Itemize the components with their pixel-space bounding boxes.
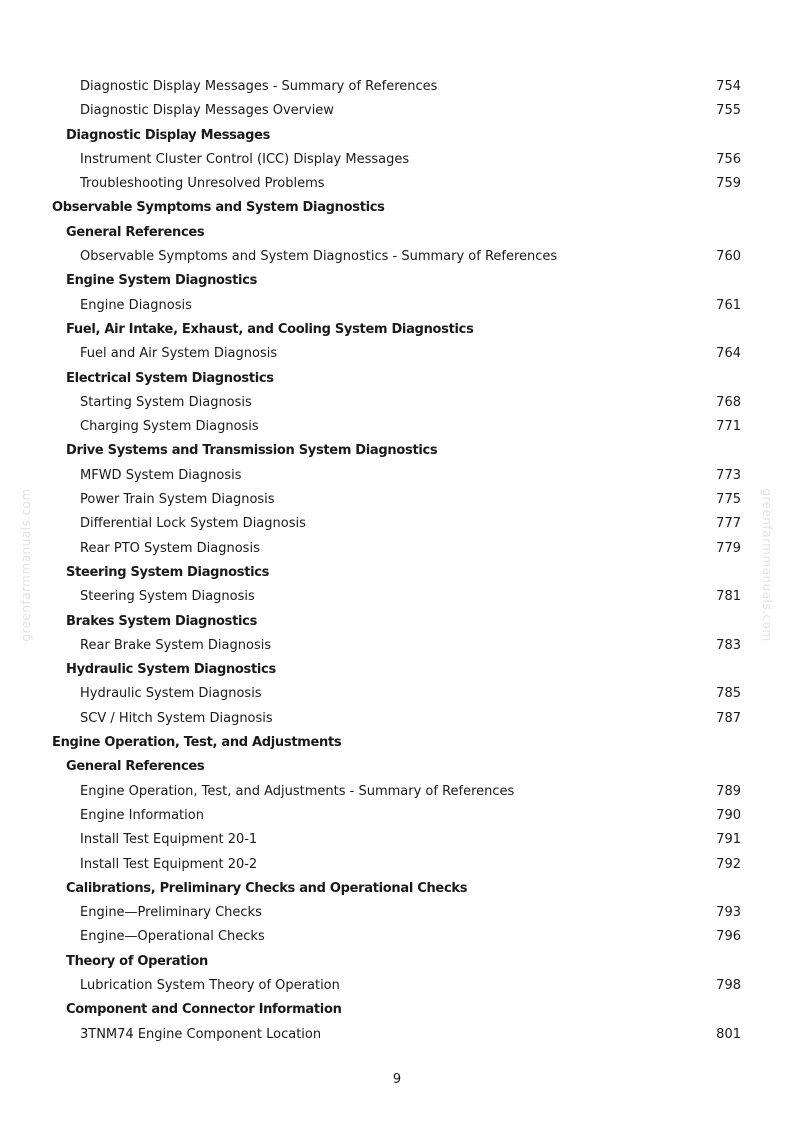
toc-subsection bbox=[0, 998, 794, 1022]
toc-title: Observable Symptoms and System Diagnostics - Summary of References bbox=[80, 249, 558, 265]
toc-entry[interactable] bbox=[0, 99, 794, 123]
toc-entry[interactable] bbox=[0, 148, 794, 172]
toc-entry[interactable] bbox=[0, 901, 794, 925]
toc-entry[interactable] bbox=[0, 294, 794, 318]
toc-subsection bbox=[0, 561, 794, 585]
toc-title: Troubleshooting Unresolved Problems bbox=[80, 176, 325, 192]
toc-section bbox=[0, 196, 794, 220]
toc-title: Diagnostic Display Messages bbox=[66, 127, 271, 143]
toc-entry[interactable] bbox=[0, 464, 794, 488]
toc-page-number: 779 bbox=[716, 540, 741, 556]
toc-subsection bbox=[0, 439, 794, 463]
toc-page-number: 793 bbox=[716, 905, 741, 921]
toc-title: Diagnostic Display Messages - Summary of References bbox=[80, 79, 438, 94]
toc-entry[interactable] bbox=[0, 245, 794, 269]
toc-title: Engine Operation, Test, and Adjustments bbox=[52, 735, 342, 751]
toc-title: Theory of Operation bbox=[66, 953, 208, 969]
toc-title: Brakes System Diagnostics bbox=[66, 613, 258, 629]
toc-title: Starting System Diagnosis bbox=[80, 394, 252, 410]
toc-entry[interactable] bbox=[0, 634, 794, 658]
toc-title: Differential Lock System Diagnosis bbox=[80, 516, 306, 532]
toc-title: Instrument Cluster Control (ICC) Display Messages bbox=[80, 151, 410, 167]
toc-title: Fuel, Air Intake, Exhaust, and Cooling System Diagnostics bbox=[66, 321, 474, 337]
toc-page-number: 796 bbox=[716, 929, 741, 945]
toc-title: Component and Connector Information bbox=[66, 1002, 342, 1018]
toc-page-number: 761 bbox=[716, 297, 741, 313]
toc-title: Engine System Diagnostics bbox=[66, 273, 258, 289]
toc-subsection bbox=[0, 367, 794, 391]
table-of-contents bbox=[0, 75, 794, 1047]
toc-entry[interactable] bbox=[0, 707, 794, 731]
toc-title: Calibrations, Preliminary Checks and Operational Checks bbox=[66, 880, 468, 896]
toc-title: Lubrication System Theory of Operation bbox=[80, 977, 340, 993]
toc-page-number: 775 bbox=[716, 492, 741, 508]
toc-page-number: 790 bbox=[716, 807, 741, 823]
page-number: 9 bbox=[392, 1072, 402, 1087]
toc-entry[interactable] bbox=[0, 172, 794, 196]
toc-entry[interactable] bbox=[0, 512, 794, 536]
toc-page-number: 783 bbox=[716, 637, 741, 653]
toc-title: Rear Brake System Diagnosis bbox=[80, 637, 272, 653]
toc-page-number: 759 bbox=[716, 176, 741, 192]
toc-page-number: 754 bbox=[716, 79, 741, 94]
toc-page-number: 755 bbox=[716, 103, 741, 119]
toc-title: Hydraulic System Diagnosis bbox=[80, 686, 262, 702]
toc-title: Engine—Preliminary Checks bbox=[80, 905, 262, 921]
toc-page-number: 798 bbox=[716, 977, 741, 993]
toc-title: Observable Symptoms and System Diagnostics bbox=[52, 200, 385, 216]
toc-page-number: 777 bbox=[716, 516, 741, 532]
toc-page-number: 785 bbox=[716, 686, 741, 702]
toc-subsection bbox=[0, 755, 794, 779]
toc-subsection bbox=[0, 877, 794, 901]
toc-entry[interactable] bbox=[0, 415, 794, 439]
toc-title: Hydraulic System Diagnostics bbox=[66, 662, 276, 678]
toc-title: Rear PTO System Diagnosis bbox=[80, 540, 260, 556]
toc-title: SCV / Hitch System Diagnosis bbox=[80, 710, 273, 726]
toc-title: Electrical System Diagnostics bbox=[66, 370, 274, 386]
toc-title: Fuel and Air System Diagnosis bbox=[80, 346, 278, 362]
toc-entry[interactable] bbox=[0, 682, 794, 706]
toc-title: Engine Information bbox=[80, 807, 204, 823]
toc-entry[interactable] bbox=[0, 1023, 794, 1047]
toc-entry[interactable] bbox=[0, 488, 794, 512]
toc-subsection bbox=[0, 950, 794, 974]
toc-entry[interactable] bbox=[0, 804, 794, 828]
watermark-left: greenfarmmanuals.com bbox=[19, 488, 33, 642]
toc-entry[interactable] bbox=[0, 537, 794, 561]
toc-subsection bbox=[0, 318, 794, 342]
toc-subsection bbox=[0, 269, 794, 293]
toc-title: Engine—Operational Checks bbox=[80, 929, 265, 945]
watermark-right: greenfarmmanuals.com bbox=[760, 488, 774, 642]
toc-entry[interactable] bbox=[0, 925, 794, 949]
toc-title: Drive Systems and Transmission System Diagnostics bbox=[66, 443, 438, 459]
toc-entry[interactable] bbox=[0, 828, 794, 852]
toc-page-number: 771 bbox=[716, 419, 741, 435]
toc-page-number: 789 bbox=[716, 783, 741, 799]
toc-entry[interactable] bbox=[0, 391, 794, 415]
toc-entry[interactable] bbox=[0, 780, 794, 804]
toc-title: General References bbox=[66, 759, 205, 775]
toc-page-number: 768 bbox=[716, 394, 741, 410]
toc-page-number: 791 bbox=[716, 832, 741, 848]
toc-entry[interactable] bbox=[0, 585, 794, 609]
toc-page-number: 756 bbox=[716, 151, 741, 167]
toc-entry[interactable] bbox=[0, 75, 794, 99]
toc-title: Charging System Diagnosis bbox=[80, 419, 259, 435]
toc-page-number: 801 bbox=[716, 1026, 741, 1042]
toc-entry[interactable] bbox=[0, 974, 794, 998]
toc-section bbox=[0, 731, 794, 755]
toc-page-number: 792 bbox=[716, 856, 741, 872]
toc-subsection bbox=[0, 221, 794, 245]
toc-entry[interactable] bbox=[0, 853, 794, 877]
toc-page-number: 760 bbox=[716, 249, 741, 265]
toc-title: Steering System Diagnosis bbox=[80, 589, 255, 605]
toc-title: Engine Operation, Test, and Adjustments - Summary of References bbox=[80, 783, 515, 799]
toc-title: Diagnostic Display Messages Overview bbox=[80, 103, 334, 119]
toc-title: Install Test Equipment 20-1 bbox=[80, 832, 258, 848]
toc-title: Power Train System Diagnosis bbox=[80, 492, 275, 508]
toc-entry[interactable] bbox=[0, 342, 794, 366]
toc-title: General References bbox=[66, 224, 205, 240]
toc-title: Engine Diagnosis bbox=[80, 297, 192, 313]
toc-title: Steering System Diagnostics bbox=[66, 564, 270, 580]
toc-page-number: 764 bbox=[716, 346, 741, 362]
toc-page-number: 787 bbox=[716, 710, 741, 726]
toc-title: Install Test Equipment 20-2 bbox=[80, 856, 258, 872]
toc-subsection bbox=[0, 610, 794, 634]
toc-page-number: 781 bbox=[716, 589, 741, 605]
toc-subsection bbox=[0, 658, 794, 682]
toc-title: 3TNM74 Engine Component Location bbox=[80, 1026, 322, 1042]
toc-page-number: 773 bbox=[716, 467, 741, 483]
toc-subsection bbox=[0, 124, 794, 148]
toc-title: MFWD System Diagnosis bbox=[80, 467, 242, 483]
